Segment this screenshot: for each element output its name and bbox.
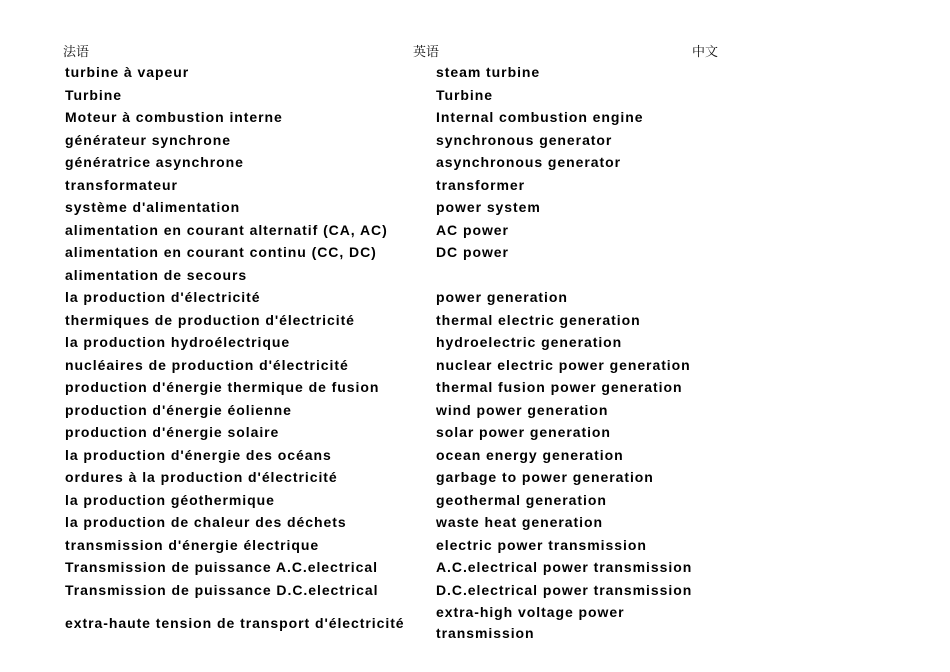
table-row bbox=[63, 331, 923, 354]
term-french: alimentation en courant continu (CC, DC) bbox=[65, 244, 377, 261]
term-english: garbage to power generation bbox=[436, 469, 654, 486]
term-english: D.C.electrical power transmission bbox=[436, 581, 693, 598]
term-english: thermal fusion power generation bbox=[436, 379, 683, 396]
term-french: production d'énergie éolienne bbox=[65, 401, 292, 418]
term-french: turbine à vapeur bbox=[65, 64, 190, 81]
table-row bbox=[63, 579, 923, 602]
table-row bbox=[63, 421, 923, 444]
term-english: waste heat generation bbox=[436, 514, 603, 531]
term-french: extra-haute tension de transport d'électricité bbox=[65, 615, 405, 631]
term-french: alimentation de secours bbox=[65, 266, 248, 283]
term-french: la production hydroélectrique bbox=[65, 334, 291, 351]
term-english: solar power generation bbox=[436, 424, 611, 441]
term-french: thermiques de production d'électricité bbox=[65, 311, 355, 328]
term-french: ordures à la production d'électricité bbox=[65, 469, 338, 486]
table-row bbox=[63, 466, 923, 489]
term-french: génératrice asynchrone bbox=[65, 154, 244, 171]
term-english: extra-high voltage power transmission bbox=[436, 604, 625, 641]
term-french: la production d'énergie des océans bbox=[65, 446, 332, 463]
term-english: thermal electric generation bbox=[436, 311, 641, 328]
table-row bbox=[63, 309, 923, 332]
table-row bbox=[63, 376, 923, 399]
term-french: transformateur bbox=[65, 176, 178, 193]
table-row bbox=[63, 601, 923, 645]
term-english: DC power bbox=[436, 244, 509, 261]
term-english: hydroelectric generation bbox=[436, 334, 623, 351]
glossary-table bbox=[63, 39, 923, 645]
table-header bbox=[63, 39, 923, 61]
term-english: asynchronous generator bbox=[436, 154, 622, 171]
header-english: 英语 bbox=[413, 44, 440, 60]
term-english: synchronous generator bbox=[436, 131, 613, 148]
table-row bbox=[63, 106, 923, 129]
table-row bbox=[63, 84, 923, 107]
table-row bbox=[63, 219, 923, 242]
term-french: la production de chaleur des déchets bbox=[65, 514, 347, 531]
table-row bbox=[63, 399, 923, 422]
table-row bbox=[63, 354, 923, 377]
term-french: Moteur à combustion interne bbox=[65, 109, 283, 126]
term-french: transmission d'énergie électrique bbox=[65, 536, 320, 553]
term-french: Turbine bbox=[65, 86, 122, 103]
table-row bbox=[63, 196, 923, 219]
term-english: A.C.electrical power transmission bbox=[436, 559, 693, 576]
table-row bbox=[63, 129, 923, 152]
table-row bbox=[63, 556, 923, 579]
term-french: système d'alimentation bbox=[65, 199, 241, 216]
table-row bbox=[63, 151, 923, 174]
term-english: power generation bbox=[436, 289, 568, 306]
table-row bbox=[63, 286, 923, 309]
table-row bbox=[63, 489, 923, 512]
term-english: Internal combustion engine bbox=[436, 109, 644, 126]
table-row bbox=[63, 511, 923, 534]
header-french: 法语 bbox=[63, 44, 90, 60]
term-english: geothermal generation bbox=[436, 491, 607, 508]
term-french: nucléaires de production d'électricité bbox=[65, 356, 349, 373]
term-english: ocean energy generation bbox=[436, 446, 624, 463]
term-english: nuclear electric power generation bbox=[436, 356, 691, 373]
table-row bbox=[63, 61, 923, 84]
term-french: production d'énergie thermique de fusion bbox=[65, 379, 380, 396]
term-english: electric power transmission bbox=[436, 536, 647, 553]
term-french: alimentation en courant alternatif (CA, AC) bbox=[65, 221, 388, 238]
term-english: power system bbox=[436, 199, 541, 216]
table-body bbox=[63, 61, 923, 645]
header-chinese: 中文 bbox=[692, 44, 719, 60]
term-french: la production d'électricité bbox=[65, 289, 261, 306]
table-row bbox=[63, 264, 923, 287]
term-french: Transmission de puissance A.C.electrical bbox=[65, 559, 378, 576]
table-row bbox=[63, 534, 923, 557]
term-french: la production géothermique bbox=[65, 491, 275, 508]
term-english: steam turbine bbox=[436, 64, 541, 81]
term-french: production d'énergie solaire bbox=[65, 424, 280, 441]
table-row bbox=[63, 444, 923, 467]
term-french: générateur synchrone bbox=[65, 131, 232, 148]
term-french: Transmission de puissance D.C.electrical bbox=[65, 581, 379, 598]
term-english: AC power bbox=[436, 221, 509, 238]
table-row bbox=[63, 241, 923, 264]
term-english: Turbine bbox=[436, 86, 493, 103]
term-english: transformer bbox=[436, 176, 526, 193]
term-english: wind power generation bbox=[436, 401, 609, 418]
table-row bbox=[63, 174, 923, 197]
